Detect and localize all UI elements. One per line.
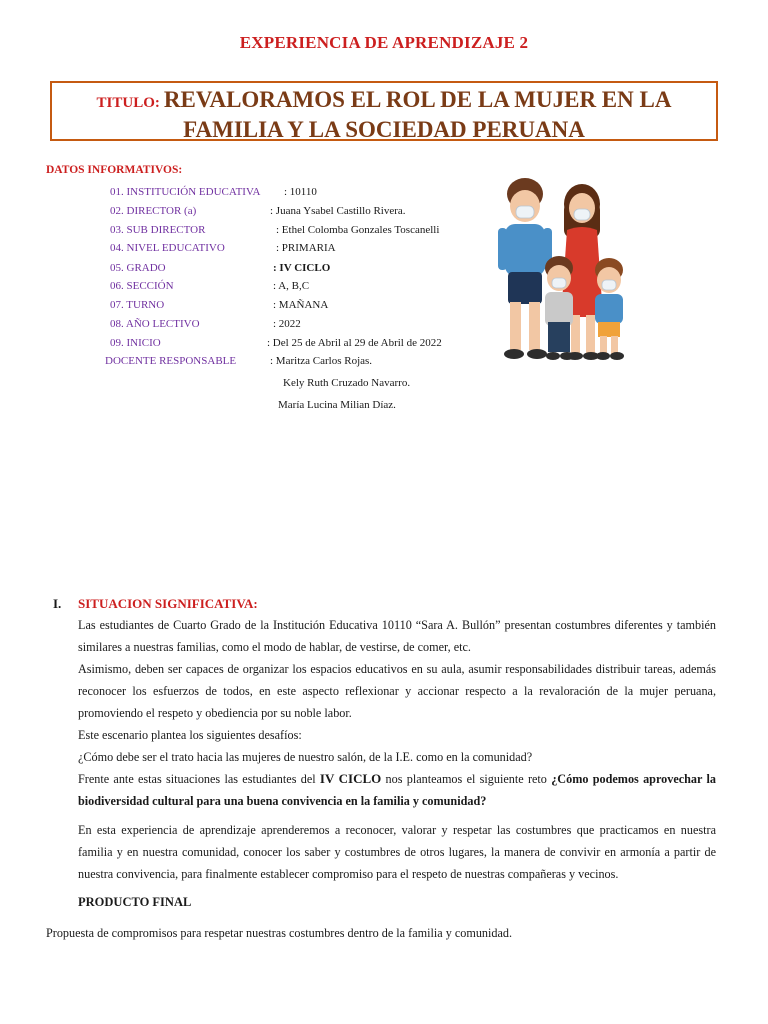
father-figure (498, 178, 552, 359)
info-row-director (110, 204, 406, 218)
situacion-paragraph-2: Asimismo, deben ser capaces de organizar los espacios educativos en su aula, asumir responsabilidades distribuir tareas, además reconocer los esfuerzos de todos, en este aspecto reflexionar y accionar respecto a la revaloración de la mujer peruana, promoviendo el respeto y obediencia por su noble labor. (78, 662, 716, 720)
info-value: : 10110 (284, 186, 317, 198)
info-value: : Ethel Colomba Gonzales Toscanelli (276, 224, 440, 236)
info-row-nivel (110, 241, 336, 255)
title-box (50, 81, 718, 141)
info-label: 03. SUB DIRECTOR (110, 224, 206, 236)
info-label: 07. TURNO (110, 299, 165, 311)
datos-heading: DATOS INFORMATIVOS: (46, 164, 183, 176)
info-value: : 2022 (273, 318, 301, 330)
section-title: SITUACION SIGNIFICATIVA: (78, 596, 258, 611)
info-value: : PRIMARIA (276, 242, 336, 254)
son-right-figure (595, 258, 624, 360)
producto-final-text: Propuesta de compromisos para respetar nuestras costumbres dentro de la familia y comunidad. (46, 926, 513, 940)
info-row-seccion (110, 279, 310, 293)
info-label: 05. GRADO (110, 262, 166, 274)
family-with-masks-icon (495, 172, 635, 367)
situacion-heading (53, 596, 258, 612)
info-row-institucion (110, 185, 317, 199)
info-row-inicio (110, 336, 442, 350)
document-heading: EXPERIENCIA DE APRENDIZAJE 2 (239, 33, 529, 52)
info-label: 06. SECCIÓN (110, 280, 174, 292)
info-row-grado (110, 261, 331, 275)
info-value: : Del 25 de Abril al 29 de Abril de 2022 (267, 337, 442, 349)
info-label: 09. INICIO (110, 337, 161, 349)
info-row-docente (105, 354, 373, 368)
info-row-ano-lectivo (110, 317, 301, 331)
situacion-paragraph-1: Las estudiantes de Cuarto Grado de la Institución Educativa 10110 “Sara A. Bullón” presentan costumbres diferentes y también similares a nuestras familias, como el modo de hablar, de vestirse, de comer, etc. (78, 618, 716, 654)
info-value: : A, B,C (273, 280, 310, 292)
docente-extra-2: María Lucina Milian Díaz. (278, 399, 396, 411)
info-label: 08. AÑO LECTIVO (110, 318, 200, 330)
situacion-paragraph-5: Frente ante estas situaciones las estudiantes del IV CICLO nos planteamos el siguiente reto ¿Cómo podemos aprovechar la biodiversidad cultural para una buena convivencia en la familia y comunidad? (78, 771, 716, 808)
info-label: 02. DIRECTOR (a) (110, 205, 197, 217)
info-value: : Maritza Carlos Rojas. (270, 355, 373, 367)
info-value: : IV CICLO (273, 262, 331, 274)
info-value: : Juana Ysabel Castillo Rivera. (270, 205, 406, 217)
title-label: TITULO: (96, 95, 160, 111)
section-number: I. (53, 596, 62, 611)
info-row-turno (110, 298, 329, 312)
situacion-paragraph-4: ¿Cómo debe ser el trato hacia las mujeres de nuestro salón, de la I.E. como en la comunidad? (78, 750, 533, 764)
info-row-subdirector (110, 223, 440, 237)
info-value: : MAÑANA (273, 299, 329, 311)
title-line-1 (52, 87, 716, 116)
situacion-paragraph-6: En esta experiencia de aprendizaje aprenderemos a reconocer, valorar y respetar las costumbres que practicamos en nuestra familia y en nuestra comunidad, conocer los saber y costumbres de otros lugares, la manera de convivir en armonía a partir de nuestra convivencia, para finalmente establecer compromiso para el respeto de nuestras compañeras y vecinos. (78, 823, 716, 881)
info-label: DOCENTE RESPONSABLE (105, 355, 237, 367)
son-left-figure (545, 256, 574, 360)
docente-extra-1: Kely Ruth Cruzado Navarro. (283, 377, 411, 389)
info-label: 04. NIVEL EDUCATIVO (110, 242, 225, 254)
situacion-paragraph-3: Este escenario plantea los siguientes desafíos: (78, 728, 302, 742)
title-text-1: REVALORAMOS EL ROL DE LA MUJER EN LA (163, 87, 672, 112)
producto-final-heading: PRODUCTO FINAL (78, 895, 192, 909)
title-line-2: FAMILIA Y LA SOCIEDAD PERUANA (183, 117, 585, 142)
info-label: 01. INSTITUCIÓN EDUCATIVA (110, 186, 261, 198)
